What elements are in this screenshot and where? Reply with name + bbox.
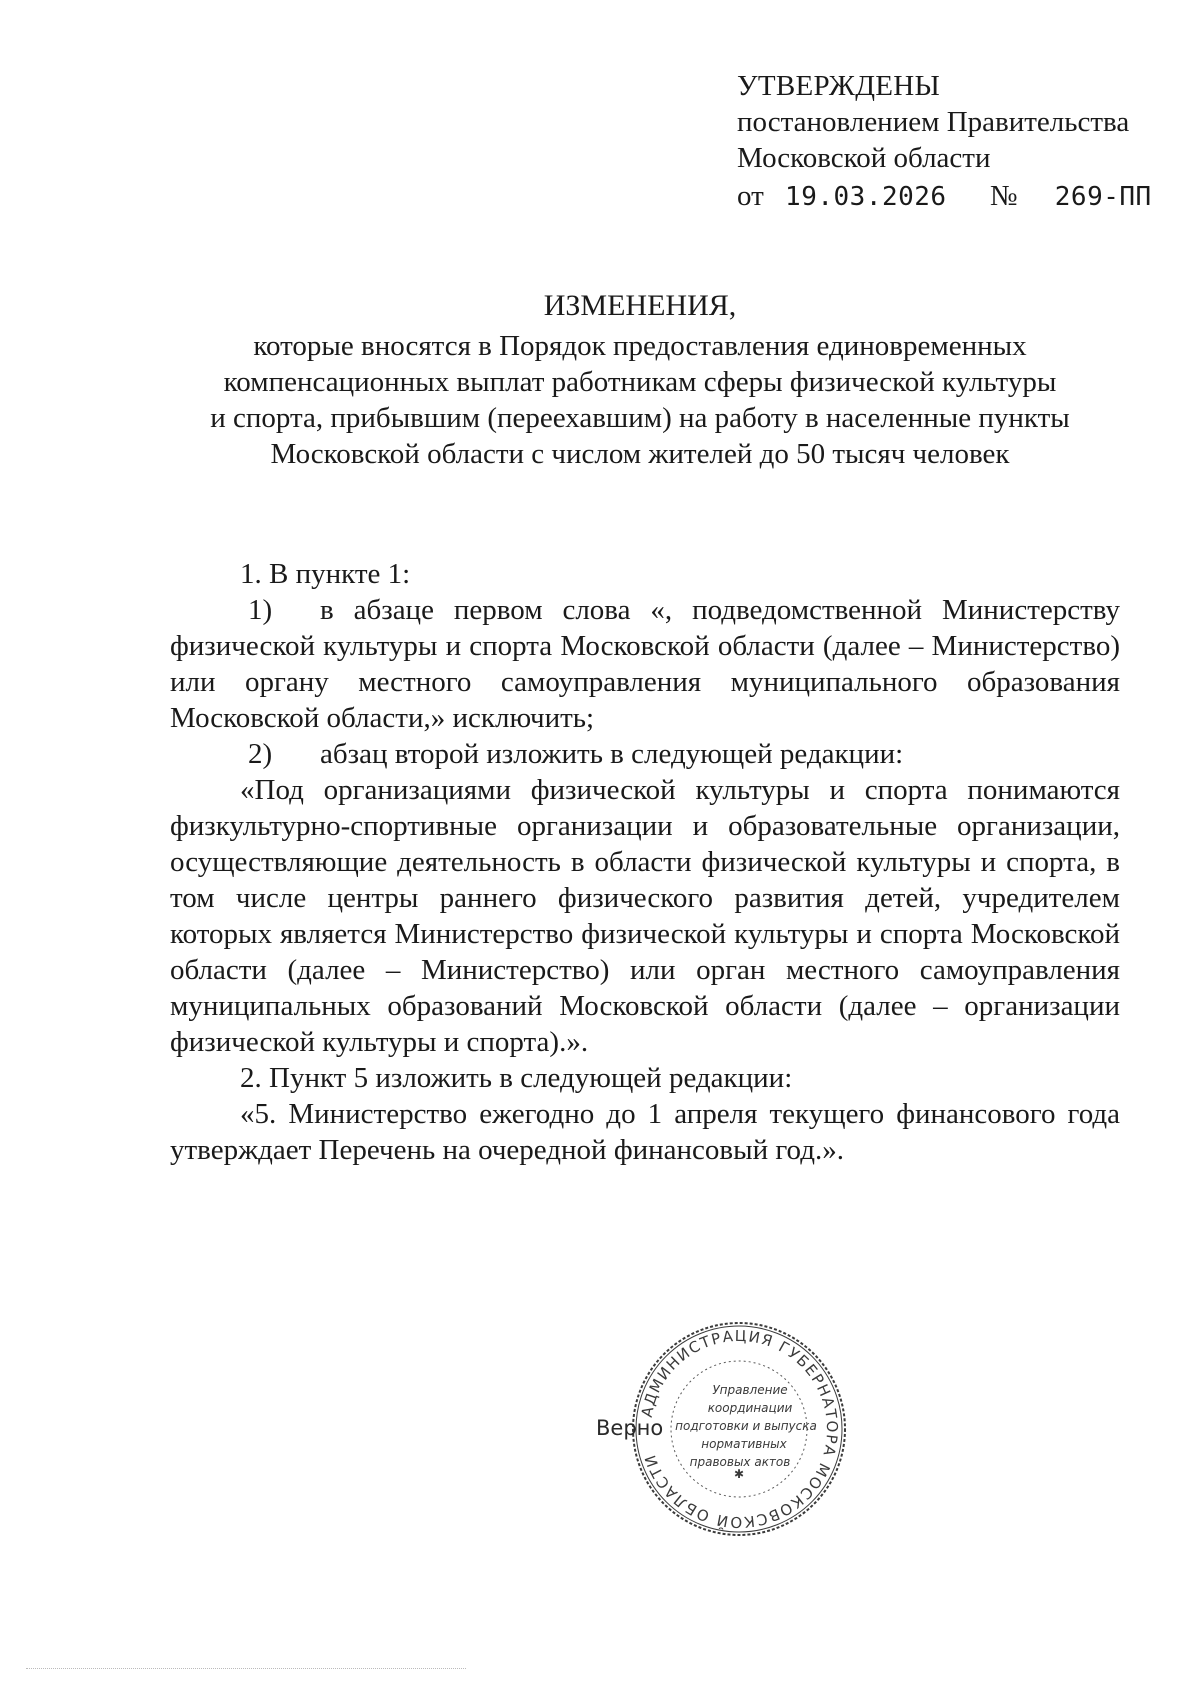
stamp-center-line-1: Управление — [712, 1383, 788, 1397]
stamp-center-line-4: нормативных — [701, 1437, 787, 1451]
item-1-sub-2 — [170, 736, 1120, 772]
date-prefix: от — [737, 180, 764, 212]
approval-line-1: постановлением Правительства — [737, 106, 1130, 138]
approval-title: УТВЕРЖДЕНЫ — [737, 70, 941, 102]
item-1-sub-2-text: абзац второй изложить в следующей редакции: — [320, 738, 904, 770]
number-sign: № — [989, 180, 1018, 212]
approval-number: 269-ПП — [1054, 182, 1152, 212]
title-line-4: Московской области с числом жителей до 50 тысяч человек — [270, 438, 1010, 470]
item-2-heading: 2. Пункт 5 изложить в следующей редакции: — [240, 1062, 793, 1094]
stamp-center-line-2: координации — [707, 1401, 793, 1415]
scan-bottom-line — [26, 1668, 466, 1670]
stamp-ring-text: АДМИНИСТРАЦИЯ ГУБЕРНАТОРА МОСКОВСКОЙ ОБЛАСТИ — [637, 1326, 842, 1532]
document-title: ИЗМЕНЕНИЯ, — [543, 289, 737, 322]
quote-2: «5. Министерство ежегодно до 1 апреля текущего финансового года утверждает Перечень на очередной финансовый год.». — [170, 1098, 1120, 1166]
title-line-2: компенсационных выплат работникам сферы физической культуры — [223, 366, 1057, 398]
quote-1: «Под организациями физической культуры и спорта понимаются физкультурно-спортивные организации и образовательные организации, осуществляющие деятельность в области физической культуры и спорта, в том числе центры раннего физического развития детей, учредителем которых является Министерство физической культуры и спорта Московской области (далее – Министерство) или орган местного самоуправления муниципальных образований Московской области (далее – организации физической культуры и спорта).». — [170, 774, 1120, 1058]
stamp-center-line-5: правовых актов — [689, 1455, 791, 1469]
stamp-star: ✱ — [733, 1467, 745, 1481]
title-line-3: и спорта, прибывшим (переехавшим) на работу в населенные пункты — [210, 402, 1070, 434]
item-1-sub-1-text: в абзаце первом слова «, подведомственной Министерству физической культуры и спорта Московской области (далее – Министерство) или органу местного самоуправления муниципального образования Московской области,» исключить; — [170, 594, 1120, 734]
stamp-center-text — [675, 1383, 817, 1469]
item-1-sub-2-marker: 2) — [248, 738, 273, 770]
item-1-sub-1-marker: 1) — [248, 594, 273, 626]
item-1-heading: 1. В пункте 1: — [240, 558, 411, 590]
document-body — [170, 556, 1120, 1168]
verno-mark: Верно — [596, 1416, 664, 1440]
title-line-1: которые вносятся в Порядок предоставления единовременных — [253, 330, 1027, 362]
approval-date-line — [737, 178, 1167, 215]
approval-date: 19.03.2026 — [785, 182, 947, 212]
title-block — [160, 288, 1120, 472]
approval-line-2: Московской области — [737, 142, 991, 174]
stamp-center-line-3: подготовки и выпуска — [675, 1419, 817, 1433]
item-1-sub-1 — [170, 592, 1120, 736]
approval-block — [737, 68, 1167, 215]
